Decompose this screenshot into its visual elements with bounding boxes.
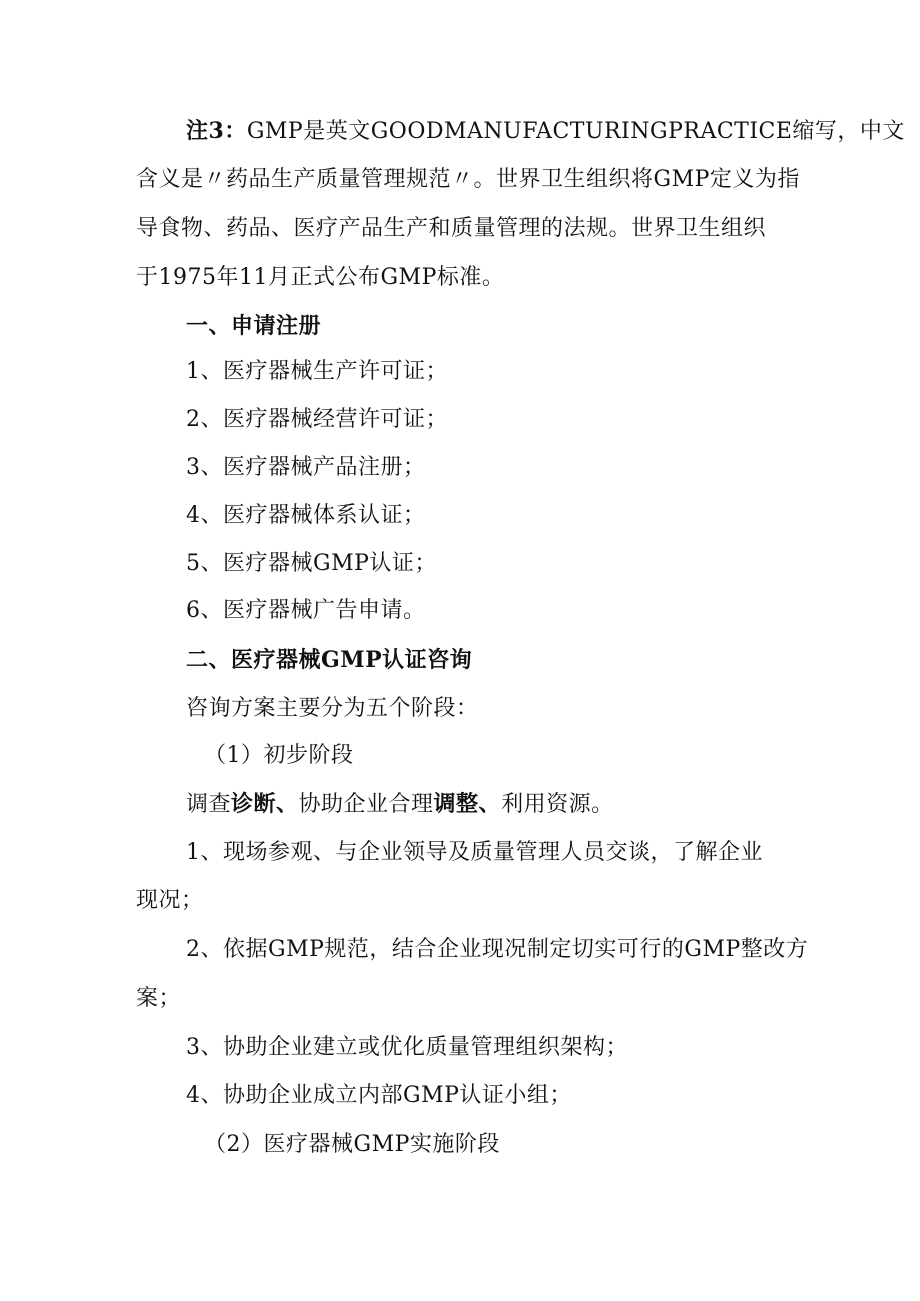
note-line-4: 于1975年11月正式公布GMP标准。 [136,265,505,290]
phase1-summary-e: 利用资源。 [501,792,614,817]
section1-item-6: 6、医疗器械广告申请。 [186,598,426,623]
note-text-1: GMP是英文GOODMANUFACTURINGPRACTICE缩写，中文 [246,119,905,144]
note-line-2: 含义是〃药品生产质量管理规范〃。世界卫生组织将GMP定义为指 [136,167,800,192]
note-line-1 [186,117,905,146]
section1-item-4: 4、医疗器械体系认证； [186,503,426,528]
phase1-item-2-line-1: 2、依据GMP规范，结合企业现况制定切实可行的GMP整改方 [186,937,809,962]
section2-title: 二、医疗器械GMP认证咨询 [186,647,473,673]
phase1-item-2-line-2: 案； [136,986,182,1011]
phase1-item-4: 4、协助企业成立内部GMP认证小组； [186,1083,572,1108]
phase1-title: （1）初步阶段 [204,743,354,768]
phase2-title: （2）医疗器械GMP实施阶段 [204,1132,500,1157]
phase1-item-1-line-2: 现况； [136,888,204,913]
section1-item-1: 1、医疗器械生产许可证； [186,359,448,384]
section1-title: 一、申请注册 [186,313,322,339]
phase1-summary [186,790,614,819]
section1-item-2: 2、医疗器械经营许可证； [186,407,448,432]
phase1-summary-a: 调查 [186,792,232,817]
phase1-summary-b: 诊断、 [231,791,299,817]
phase1-item-1-line-1: 1、现场参观、与企业领导及质量管理人员交谈，了解企业 [186,840,763,865]
phase1-item-3: 3、协助企业建立或优化质量管理组织架构； [186,1035,628,1060]
phase1-summary-d: 调整、 [433,791,502,817]
section1-item-3: 3、医疗器械产品注册； [186,455,426,480]
note-line-3: 导食物、药品、医疗产品生产和质量管理的法规。世界卫生组织 [136,216,767,241]
phase1-summary-c: 协助企业合理 [298,792,434,817]
note-label: 注3： [186,118,247,144]
section1-item-5: 5、医疗器械GMP认证； [186,551,437,576]
section2-intro: 咨询方案主要分为五个阶段： [186,696,479,721]
